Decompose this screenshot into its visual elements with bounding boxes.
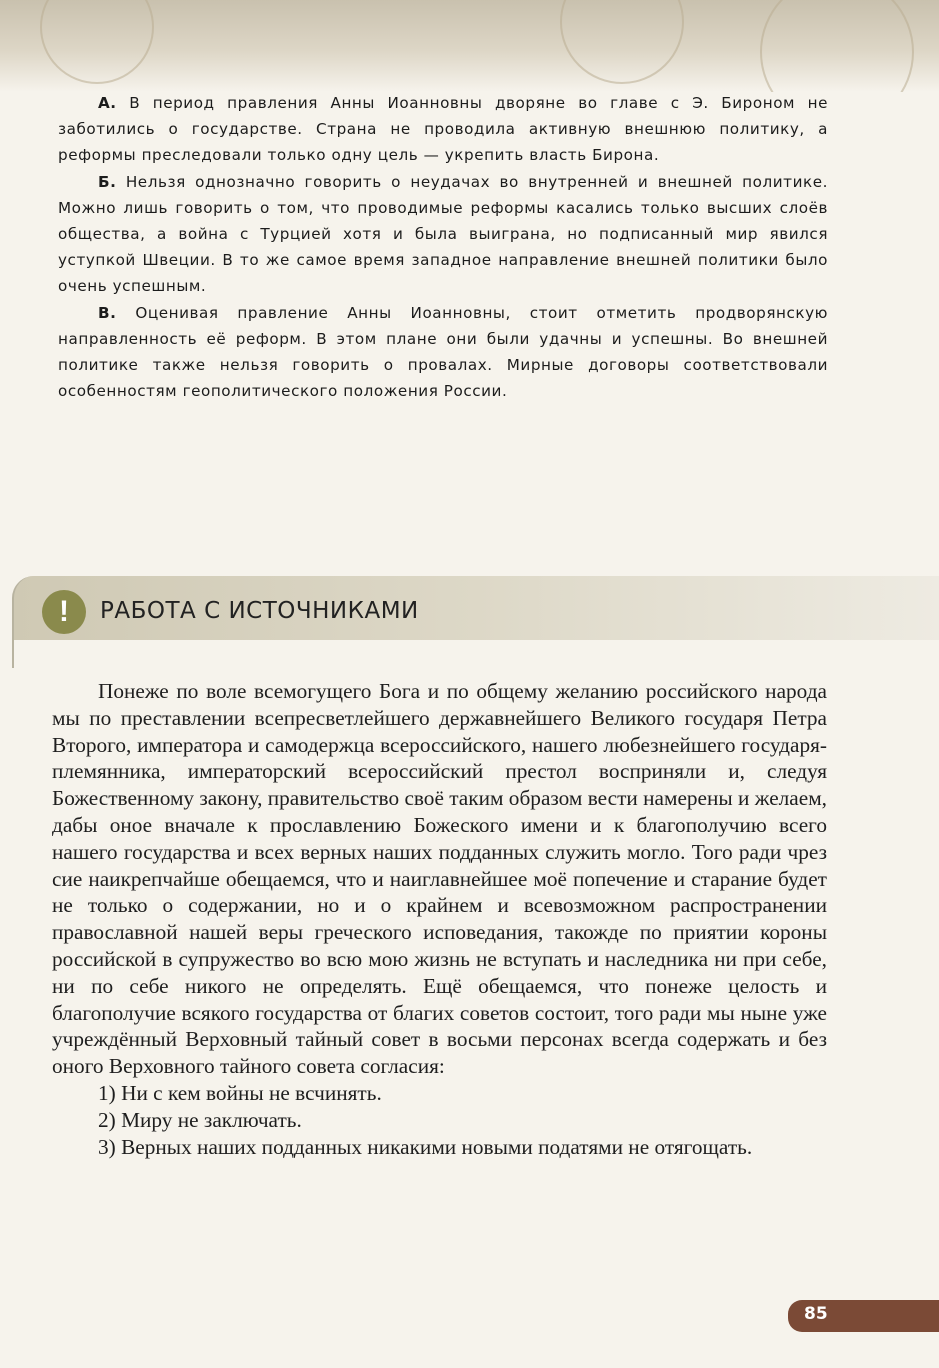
exclamation-icon: ! — [42, 590, 86, 634]
top-decorative-banner — [0, 0, 939, 92]
variant-text: В период правления Анны Иоанновны дворяне во главе с Э. Бироном не заботились о государстве. Страна не проводила активную внешнюю политику, а реформы преследовали только одну цель — укрепить власть Бирона. — [58, 94, 828, 165]
source-list-item: 1) Ни с кем войны не всчинять. — [98, 1080, 382, 1105]
source-text — [52, 678, 827, 1160]
source-paragraph: Понеже по воле всемогущего Бога и по общему желанию российского народа мы по преставлении всепресветлейшего державнейшего Великого государя Петра Второго, императора и самодержца всероссийского, нашего любезнейшего государя-племянника, императорский всероссийский престол восприняли и, следуя Божественному закону, правительство своё таким образом вести намерены и желаем, дабы оное вначале к прославлению Божеского имени и к благополучию всего нашего государства и всех верных наших подданных служить могло. Того ради чрез сие наикрепчайше обещаемся, что и наиглавнейшее моё попечение и старание будет не только о содержании, но и о крайнем и всевозможном распространении православной нашей веры греческого исповедания, такожде по приятии короны российской в супружество во всю мою жизнь не вступать и наследника ни при себе, ни по себе никого не определять. Ещё обещаемся, что понеже целость и благополучие всякого государства от благих советов состоит, того ради мы ныне уже учреждённый Верховный тайный совет в восьми персонах всегда содержать и без оного Верховного тайного совета согласия: — [52, 679, 827, 1079]
variant-text: Нельзя однозначно говорить о неудачах во внутренней и внешней политике. Можно лишь говорить о том, что проводимые реформы касались только высших слоёв общества, а война с Турцией хотя и была выиграна, но подписанный мир явился уступкой Швеции. В то же самое время западное направление внешней политики было очень успешным. — [58, 172, 828, 296]
source-list-item: 3) Верных наших подданных никакими новыми податями не отягощать. — [98, 1134, 753, 1159]
page-number: 85 — [804, 1304, 828, 1324]
coin-decoration — [760, 0, 914, 92]
section-title: РАБОТА С ИСТОЧНИКАМИ — [100, 598, 419, 624]
variant-c — [58, 300, 828, 405]
source-list-item: 2) Миру не заключать. — [98, 1107, 302, 1132]
variant-label: Б. — [98, 172, 117, 191]
variant-text: Оценивая правление Анны Иоанновны, стоит отметить продворянскую направленность её реформ. В этом плане они были удачны и успешны. Во внешней политике также нельзя говорить о провалах. Мирные договоры соответствовали особенностям геополитического положения России. — [58, 303, 828, 401]
answer-variants — [58, 90, 828, 404]
variant-label: А. — [98, 94, 117, 112]
variant-label: В. — [98, 303, 117, 322]
section-header — [12, 576, 939, 640]
coin-decoration — [560, 0, 684, 84]
coin-decoration — [40, 0, 154, 84]
variant-a — [58, 90, 828, 169]
page-number-bar — [788, 1300, 939, 1332]
variant-b — [58, 169, 828, 300]
